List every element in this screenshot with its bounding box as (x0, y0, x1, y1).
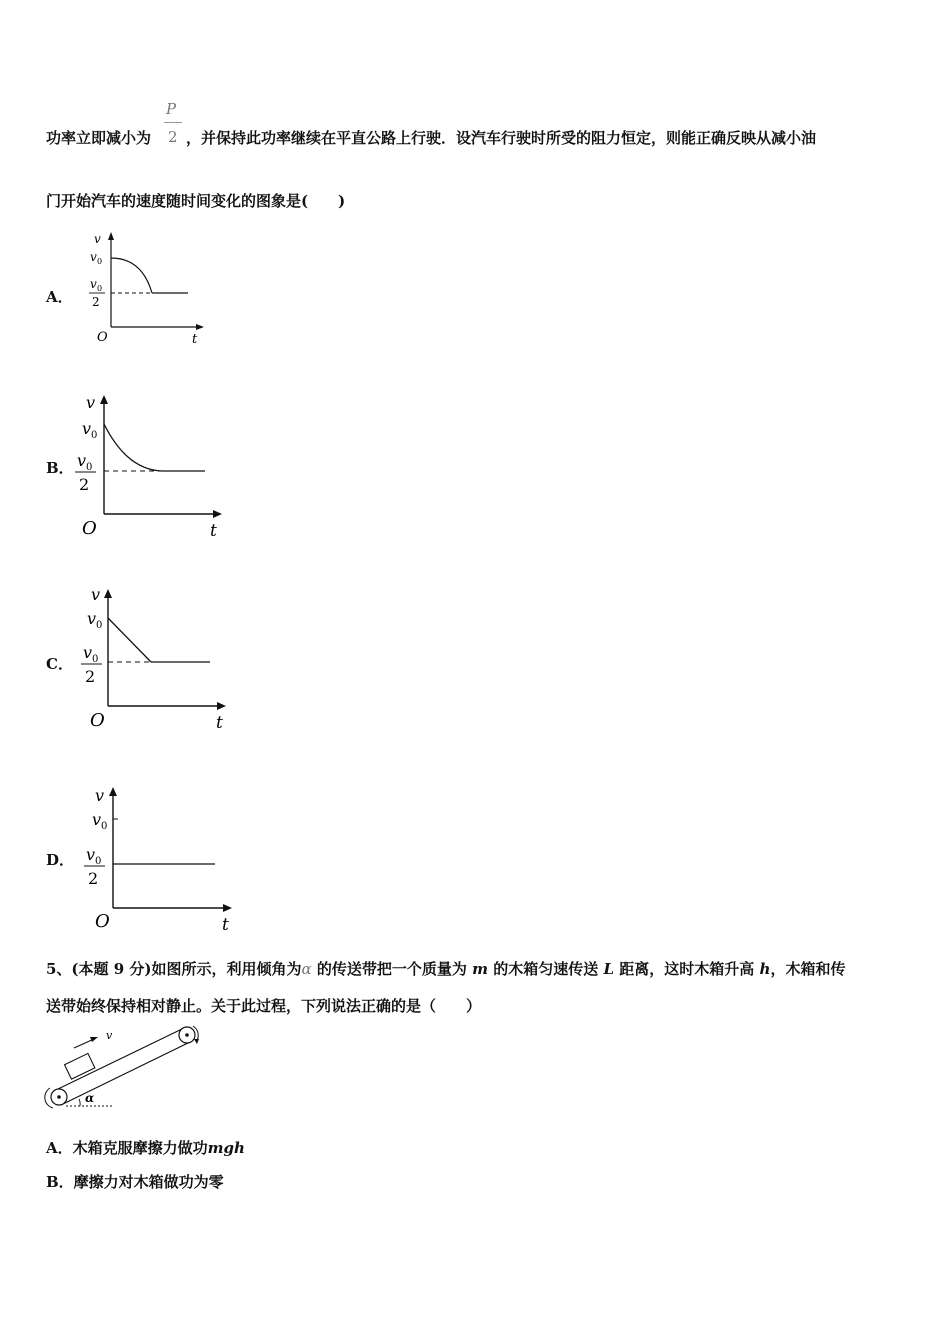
v0-label: v (92, 810, 102, 829)
q4-line2: 门开始汽车的速度随时间变化的图象是( ) (46, 192, 346, 210)
q5-option-a-expr: mgh (207, 1139, 245, 1157)
half-v0-den: 2 (85, 667, 96, 686)
half-v0-den: 2 (92, 295, 100, 309)
v0-sub: 0 (101, 821, 108, 832)
origin-label: O (90, 710, 105, 731)
v0-label: v (90, 250, 97, 264)
option-d-label[interactable]: D． (46, 851, 75, 869)
half-v0-num: v (83, 643, 93, 662)
option-a-graph (80, 226, 210, 351)
origin-label: O (95, 911, 110, 932)
fraction-numerator: P (166, 100, 177, 118)
fraction-denominator: 2 (168, 128, 178, 146)
alpha-label: α (85, 1091, 95, 1105)
option-d-graph (80, 780, 240, 935)
v0-sub: 0 (97, 257, 103, 266)
q5-line1-c: 的木箱匀速传送 (493, 960, 599, 978)
axis-v-label: v (95, 786, 105, 805)
half-v0-den: 2 (79, 475, 90, 494)
q4-line1-post: ，并保持此功率继续在平直公路上行驶．设汽车行驶时所受的阻力恒定，则能正确反映从减小油 (186, 129, 817, 147)
axis-v-label: v (94, 232, 101, 246)
v0-label: v (82, 419, 92, 438)
option-c-label[interactable]: C． (46, 655, 73, 673)
option-a-label[interactable]: A． (46, 288, 73, 306)
axis-v-label: v (86, 393, 96, 412)
axis-t-label: t (216, 713, 223, 733)
origin-label: O (97, 330, 108, 345)
q4-line1-pre: 功率立即减小为 (46, 129, 152, 147)
half-v0-num: v (86, 845, 96, 864)
v0-sub: 0 (91, 430, 98, 441)
q5-option-a[interactable] (46, 1137, 245, 1158)
option-b-graph (72, 388, 232, 543)
height-symbol: h (759, 960, 771, 978)
mass-symbol: m (472, 960, 489, 978)
q5-line1 (46, 958, 845, 979)
half-v0-sub: 0 (95, 856, 102, 867)
conveyor-figure (44, 1022, 214, 1112)
q5-line2: 送带始终保持相对静止。关于此过程，下列说法正确的是（ ） (46, 997, 482, 1015)
half-v0-num: v (90, 277, 97, 291)
axis-t-label: t (192, 332, 198, 347)
option-b-label[interactable]: B． (46, 459, 74, 477)
q5-option-a-text: A．木箱克服摩擦力做功 (46, 1139, 208, 1157)
fraction-bar (164, 122, 182, 123)
half-v0-sub: 0 (92, 654, 99, 665)
option-c-graph (78, 582, 238, 737)
half-v0-num: v (77, 451, 87, 470)
q5-line1-d: 距离，这时木箱升高 (619, 960, 755, 978)
axis-v-label: v (91, 585, 101, 604)
q5-line1-a: 5、(本题 9 分)如图所示，利用倾角为 (46, 960, 302, 978)
axis-t-label: t (222, 915, 229, 935)
q5-line1-e: ，木箱和传 (770, 960, 846, 978)
q5-line1-b: 的传送带把一个质量为 (316, 960, 467, 978)
length-symbol: L (603, 960, 615, 978)
q5-option-b[interactable]: B．摩擦力对木箱做功为零 (46, 1173, 224, 1191)
v0-sub: 0 (96, 620, 103, 631)
half-v0-sub: 0 (97, 284, 103, 293)
v0-label: v (87, 609, 97, 628)
half-v0-sub: 0 (86, 462, 93, 473)
crate (65, 1053, 95, 1079)
alpha-symbol: α (301, 960, 312, 978)
origin-label: O (82, 518, 97, 539)
half-v0-den: 2 (88, 869, 99, 888)
axis-t-label: t (210, 521, 217, 541)
velocity-label: v (106, 1029, 113, 1042)
